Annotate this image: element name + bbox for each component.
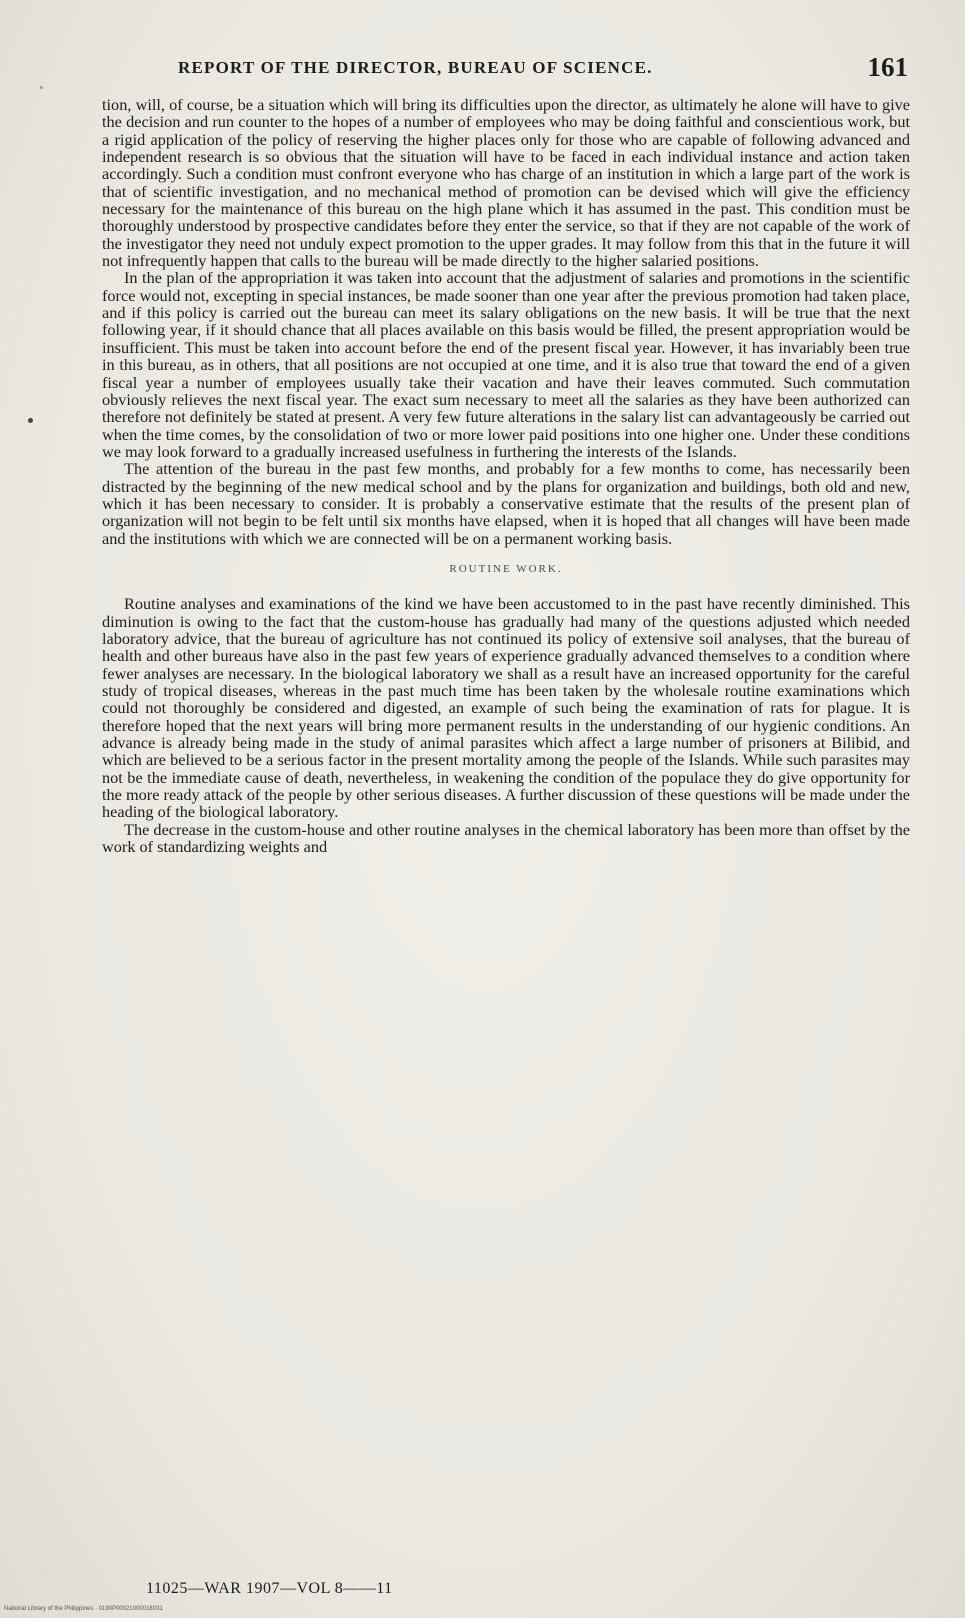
running-head: REPORT OF THE DIRECTOR, BUREAU OF SCIENCE. bbox=[178, 58, 653, 77]
paragraph-decrease: The decrease in the custom-house and other routine analyses in the chemical laboratory has been more than offset by the work of standardizing weights and bbox=[102, 819, 910, 857]
section-heading: ROUTINE WORK. bbox=[449, 562, 563, 575]
paragraph-attention: The attention of the bureau in the past few months, and probably for a few months to come, has necessarily been distracted by the beginning of the new medical school and by the plans for organization and buildings, both old and new, which it has been necessary to consider. It is probably a conservative estimate that the results of the present plan of organization will not begin to be felt until six months have elapsed, when it is hoped that all changes will have been made and the institutions with which we are connected will be on a permanent working basis. bbox=[102, 459, 910, 548]
body-text bbox=[102, 96, 910, 855]
signature-mark: 11025—WAR 1907—VOL 8——11 bbox=[146, 1580, 393, 1597]
paragraph-appropriation: In the plan of the appropriation it was taken into account that the adjustment of salaries and promotions in the scientific force would not, excepting in special instances, be made sooner than one year after the previous promotion had taken place, and if this policy is carried out the bureau can meet its salary obligations on the new basis. It will be true that the next following year, if it should chance that all places available on this basis would be filled, the present appropriation would be insufficient. This must be taken into account before the end of the present fiscal year. However, it has invariably been true in this bureau, as in others, that all positions are not occupied at one time, and it is also true that toward the end of a given fiscal year a number of employees usually take their vacation and have their leaves commuted. Such commutation obviously relieves the next fiscal year. The exact sum necessary to meet all the salaries as they have been authorized can therefore not definitely be stated at present. A very few future alterations in the salary list can advantageously be carried out when the time comes, by the consolidation of two or more lower paid positions into one higher one. Under these conditions we may look forward to a gradually increased usefulness in furthering the interests of the Islands. bbox=[102, 268, 910, 461]
scan-speck bbox=[40, 86, 43, 89]
page-header bbox=[178, 52, 918, 92]
page-number: 161 bbox=[867, 52, 908, 82]
margin-dot bbox=[28, 418, 33, 423]
scan-label: National Library of the Philippines · 0190P00021000018031 bbox=[4, 1606, 163, 1612]
paragraph-continuation: tion, will, of course, be a situation which will bring its difficulties upon the director, as ultimately he alone will have to give the decision and run counter to the hopes of a number of employees who may be doing faithful and conscientious work, but a rigid application of the policy of reserving the higher places only for those who are capable of following advanced and independent research is so obvious that the situation will have to be faced in each individual instance and action taken accordingly. Such a condition must confront everyone who has charge of an institution in which a large part of the work is that of scientific investigation, and no mechanical method of promotion can be devised which will give the efficiency necessary for the maintenance of this bureau on the high plane which it has assumed in the past. This condition must be thoroughly understood by prospective candidates before they enter the service, so that if they are not capable of the work of the investigator they need not unduly expect promotion to the upper grades. It may follow from this that in the future it will not infrequently happen that calls to the bureau will be made directly to the higher salaried positions. bbox=[102, 95, 910, 271]
paragraph-routine-analyses: Routine analyses and examinations of the kind we have been accustomed to in the past have recently diminished. This diminution is owing to the fact that the custom-house has gradually had many of the questions adjusted which needed laboratory advice, that the bureau of agriculture has not continued its policy of extensive soil analyses, that the bureau of health and other bureaus have also in the past few years of experience gradually advanced themselves to a condition where fewer analyses are necessary. In the biological laboratory we shall as a result have an increased opportunity for the careful study of tropical diseases, whereas in the past much time has been taken by the wholesale routine examinations which could not thoroughly be considered and digested, an example of such being the examination of rats for plague. It is therefore hoped that the next years will bring more permanent results in the understanding of our hygienic conditions. An advance is already being made in the study of animal parasites which affect a large number of prisoners at Bilibid, and which are believed to be a serious factor in the present mortality among the people of the Islands. While such parasites may not be the immediate cause of death, nevertheless, in weakening the condition of the populace they do give opportunity for the more ready attack of the people by other serious diseases. A further discussion of these questions will be made under the heading of the biological laboratory. bbox=[102, 594, 910, 822]
